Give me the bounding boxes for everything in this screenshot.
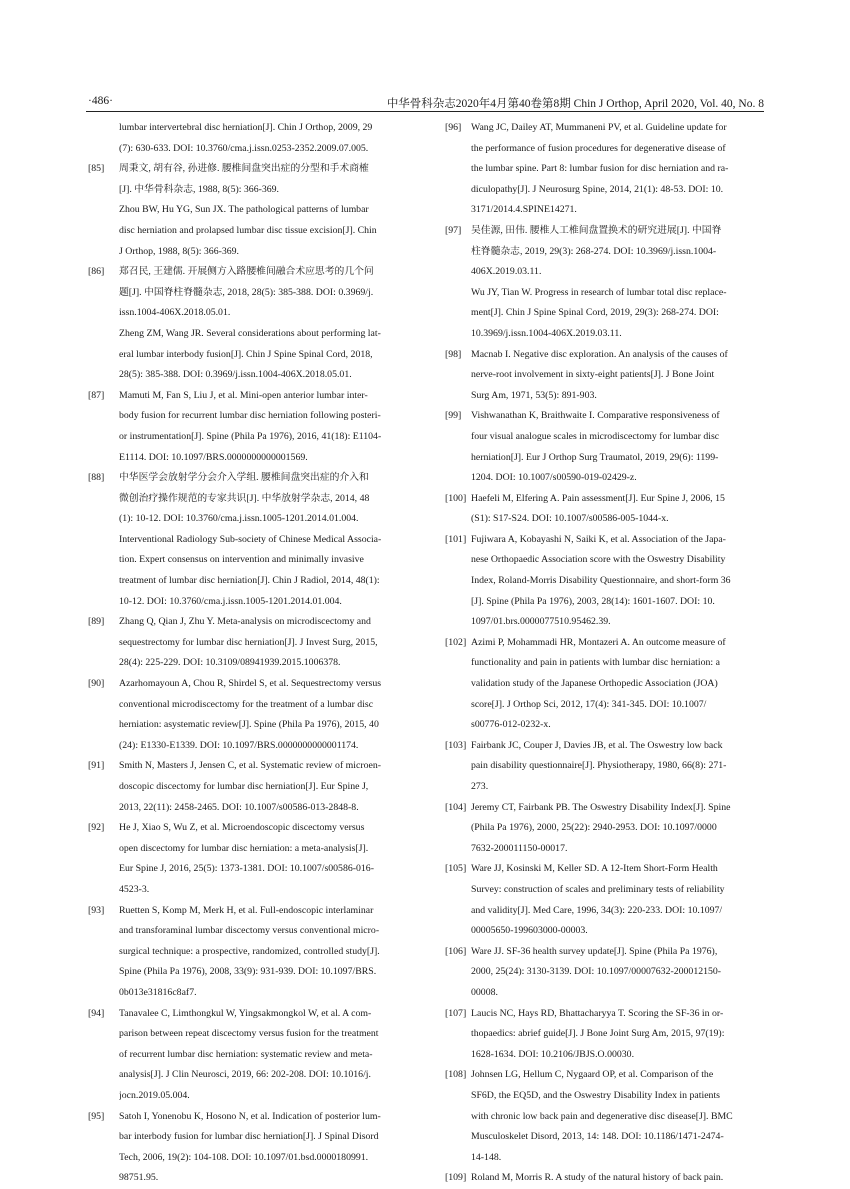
- reference-line: nerve-root involvement in sixty-eight patients[J]. J Bone Joint: [471, 369, 715, 381]
- reference-line: 0b013e31816c8af7.: [119, 986, 197, 998]
- reference-line: thopaedics: abrief guide[J]. J Bone Joint Surg Am, 2015, 97(19):: [471, 1028, 725, 1040]
- reference-line: Tech, 2006, 19(2): 104-108. DOI: 10.1097/01.bsd.0000180991.: [119, 1151, 369, 1163]
- reference-entry: [445, 633, 763, 736]
- reference-number: [109]: [445, 1172, 467, 1184]
- reference-line: disc herniation and prolapsed lumbar disc tissue excision[J]. Chin: [119, 224, 377, 236]
- reference-line: Roland M, Morris R. A study of the natural history of back pain.: [471, 1172, 724, 1184]
- reference-line: conventional microdiscectomy for the treatment of a lumbar disc: [119, 698, 374, 710]
- reference-line: Interventional Radiology Sub-society of Chinese Medical Associa-: [119, 533, 382, 545]
- reference-line: Wu JY, Tian W. Progress in research of lumbar total disc replace-: [471, 286, 727, 298]
- reference-line: Haefeli M, Elfering A. Pain assessment[J]. Eur Spine J, 2006, 15: [471, 492, 725, 504]
- reference-number: [86]: [88, 266, 105, 278]
- reference-entry: [445, 221, 763, 345]
- reference-line: J Orthop, 1988, 8(5): 366-369.: [119, 245, 240, 257]
- reference-entry: [88, 756, 418, 818]
- reference-entry: [445, 118, 763, 221]
- reference-line: Mamuti M, Fan S, Liu J, et al. Mini-open anterior lumbar inter-: [119, 389, 368, 401]
- reference-line: Spine (Phila Pa 1976), 2008, 33(9): 931-939. DOI: 10.1097/BRS.: [119, 966, 377, 978]
- reference-line: 中华医学会放射学分会介入学组. 腰椎间盘突出症的介入和: [119, 472, 369, 484]
- reference-line: Macnab I. Negative disc exploration. An analysis of the causes of: [471, 348, 728, 360]
- reference-line: doscopic discectomy for lumbar disc herniation[J]. Eur Spine J,: [119, 781, 369, 792]
- reference-line: 吴佳源, 田伟. 腰椎人工椎间盘置换术的研究进展[J]. 中国脊: [471, 224, 722, 236]
- reference-line: Zhou BW, Hu YG, Sun JX. The pathological patterns of lumbar: [119, 204, 369, 216]
- reference-line: 1204. DOI: 10.1007/s00590-019-02429-z.: [471, 472, 637, 484]
- reference-entry: [88, 612, 418, 674]
- reference-line: 00008.: [471, 986, 498, 998]
- reference-entry: [445, 1004, 763, 1066]
- reference-number: [97]: [445, 224, 462, 236]
- reference-line: tion. Expert consensus on intervention and minimally invasive: [119, 554, 364, 566]
- reference-number: [107]: [445, 1007, 467, 1019]
- reference-line: (24): E1330-E1339. DOI: 10.1097/BRS.0000000000001174.: [119, 739, 359, 751]
- reference-line: jocn.2019.05.004.: [119, 1089, 190, 1101]
- reference-line: Eur Spine J, 2016, 25(5): 1373-1381. DOI: 10.1007/s00586-016-: [119, 863, 374, 875]
- reference-line: treatment of lumbar disc herniation[J]. Chin J Radiol, 2014, 48(1):: [119, 575, 380, 587]
- reference-line: the performance of fusion procedures for degenerative disease of: [471, 142, 726, 154]
- reference-line: 2013, 22(11): 2458-2465. DOI: 10.1007/s00586-013-2848-8.: [119, 801, 359, 813]
- reference-number: [104]: [445, 801, 467, 813]
- reference-line: 406X.2019.03.11.: [471, 266, 542, 278]
- reference-line: Ware JJ. SF-36 health survey update[J]. Spine (Phila Pa 1976),: [471, 945, 718, 957]
- reference-line: 10.3969/j.issn.1004-406X.2019.03.11.: [471, 327, 622, 339]
- reference-line: ment[J]. Chin J Spine Spinal Cord, 2019, 29(3): 268-274. DOI:: [471, 307, 719, 319]
- reference-number: [108]: [445, 1069, 467, 1081]
- reference-number: [95]: [88, 1110, 105, 1122]
- reference-line: Wang JC, Dailey AT, Mummaneni PV, et al. Guideline update for: [471, 122, 727, 133]
- reference-entry: [88, 386, 418, 468]
- reference-entry: [88, 118, 418, 159]
- reference-line: 00005650-199603000-00003.: [471, 925, 588, 937]
- reference-line: four visual analogue scales in microdiscectomy for lumbar disc: [471, 430, 720, 442]
- reference-line: Tanavalee C, Limthongkul W, Yingsakmongkol W, et al. A com-: [119, 1007, 372, 1019]
- reference-number: [99]: [445, 410, 462, 422]
- reference-line: 273.: [471, 781, 489, 792]
- reference-entry: [445, 736, 763, 798]
- reference-number: [98]: [445, 348, 462, 360]
- reference-number: [103]: [445, 739, 467, 751]
- reference-line: open discectomy for lumbar disc herniation: a meta-analysis[J].: [119, 842, 369, 854]
- reference-number: [102]: [445, 636, 467, 648]
- reference-line: Zheng ZM, Wang JR. Several considerations about performing lat-: [119, 327, 381, 339]
- reference-line: surgical technique: a prospective, randomized, controlled study[J].: [119, 945, 380, 957]
- reference-entry: [445, 530, 763, 633]
- reference-line: Smith N, Masters J, Jensen C, et al. Systematic review of microen-: [119, 760, 382, 772]
- reference-line: 4523-3.: [119, 883, 150, 895]
- reference-line: 10-12. DOI: 10.3760/cma.j.issn.1005-1201.2014.01.004.: [119, 595, 342, 607]
- reference-line: or instrumentation[J]. Spine (Phila Pa 1976), 2016, 41(18): E1104-: [119, 430, 382, 442]
- reference-line: lumbar intervertebral disc herniation[J]. Chin J Orthop, 2009, 29: [119, 122, 373, 133]
- reference-number: [105]: [445, 863, 467, 875]
- reference-line: score[J]. J Orthop Sci, 2012, 17(4): 341-345. DOI: 10.1007/: [471, 698, 707, 710]
- reference-line: 3171/2014.4.SPINE14271.: [471, 204, 577, 216]
- reference-line: Survey: construction of scales and preliminary tests of reliability: [471, 883, 725, 895]
- reference-line: 28(5): 385-388. DOI: 0.3969/j.issn.1004-406X.2018.05.01.: [119, 369, 352, 381]
- header-rule: [86, 111, 764, 112]
- reference-number: [100]: [445, 492, 467, 504]
- reference-entry: [445, 942, 763, 1004]
- reference-entry: [88, 901, 418, 1004]
- reference-line: herniation: asystematic review[J]. Spine (Phila Pa 1976), 2015, 40: [119, 719, 379, 731]
- reference-entry: [88, 468, 418, 612]
- reference-line: Fairbank JC, Couper J, Davies JB, et al. The Oswestry low back: [471, 739, 723, 751]
- reference-line: and transforaminal lumbar discectomy versus conventional micro-: [119, 925, 380, 937]
- reference-line: 2000, 25(24): 3130-3139. DOI: 10.1097/00007632-200012150-: [471, 966, 722, 978]
- reference-line: parison between repeat discectomy versus fusion for the treatment: [119, 1028, 379, 1040]
- reference-line: s00776-012-0232-x.: [471, 719, 551, 731]
- reference-line: pain disability questionnaire[J]. Physiotherapy, 1980, 66(8): 271-: [471, 760, 727, 772]
- reference-line: Jeremy CT, Fairbank PB. The Oswestry Disability Index[J]. Spine: [471, 801, 731, 813]
- reference-line: validation study of the Japanese Orthopedic Association (JOA): [471, 678, 718, 690]
- reference-line: Surg Am, 1971, 53(5): 891-903.: [471, 389, 597, 401]
- reference-entry: [445, 859, 763, 941]
- reference-line: 98751.95.: [119, 1172, 159, 1184]
- journal-header: 中华骨科杂志2020年4月第40卷第8期 Chin J Orthop, April 2020, Vol. 40, No. 8: [386, 98, 764, 110]
- reference-line: [J]. Spine (Phila Pa 1976), 2003, 28(14): 1601-1607. DOI: 10.: [471, 595, 715, 607]
- reference-line: Index, Roland-Morris Disability Questionnaire, and short-form 36: [471, 575, 731, 587]
- reference-line: Azarhomayoun A, Chou R, Shirdel S, et al. Sequestrectomy versus: [119, 678, 382, 690]
- reference-number: [85]: [88, 163, 105, 175]
- reference-line: analysis[J]. J Clin Neurosci, 2019, 66: 202-208. DOI: 10.1016/j.: [119, 1069, 371, 1081]
- reference-line: body fusion for recurrent lumbar disc herniation following posteri-: [119, 410, 381, 422]
- reference-line: diculopathy[J]. J Neurosurg Spine, 2014, 21(1): 48-53. DOI: 10.: [471, 183, 724, 195]
- reference-line: 14-148.: [471, 1151, 502, 1163]
- left-column: [88, 118, 418, 1189]
- reference-line: 1097/01.brs.0000077510.95462.39.: [471, 616, 611, 628]
- reference-line: 1628-1634. DOI: 10.2106/JBJS.O.00030.: [471, 1048, 635, 1060]
- reference-line: Laucis NC, Hays RD, Bhattacharyya T. Scoring the SF-36 in or-: [471, 1007, 724, 1019]
- reference-line: with chronic low back pain and degenerative disc disease[J]. BMC: [471, 1110, 733, 1122]
- reference-entry: [445, 1065, 763, 1168]
- reference-number: [101]: [445, 533, 467, 545]
- reference-number: [89]: [88, 616, 105, 628]
- reference-line: Ruetten S, Komp M, Merk H, et al. Full-endoscopic interlaminar: [119, 904, 374, 916]
- reference-line: 柱脊髓杂志, 2019, 29(3): 268-274. DOI: 10.3969/j.issn.1004-: [471, 245, 717, 257]
- reference-line: SF6D, the EQ5D, and the Oswestry Disability Index in patients: [471, 1089, 720, 1101]
- reference-line: He J, Xiao S, Wu Z, et al. Microendoscopic discectomy versus: [119, 822, 365, 834]
- reference-line: 7632-200011150-00017.: [471, 842, 568, 854]
- reference-entry: [88, 1004, 418, 1107]
- reference-line: 题[J]. 中国脊柱脊髓杂志, 2018, 28(5): 385-388. DOI: 0.3969/j.: [119, 286, 374, 298]
- reference-line: eral lumbar interbody fusion[J]. Chin J Spine Spinal Cord, 2018,: [119, 348, 373, 360]
- reference-line: Ware JJ, Kosinski M, Keller SD. A 12-Item Short-Form Health: [471, 863, 718, 875]
- reference-line: herniation[J]. Eur J Orthop Surg Traumatol, 2019, 29(6): 1199-: [471, 451, 719, 463]
- reference-number: [88]: [88, 472, 105, 484]
- reference-line: (1): 10-12. DOI: 10.3760/cma.j.issn.1005-1201.2014.01.004.: [119, 513, 359, 525]
- reference-number: [91]: [88, 760, 105, 772]
- reference-line: 28(4): 225-229. DOI: 10.3109/08941939.2015.1006378.: [119, 657, 341, 669]
- reference-number: [94]: [88, 1007, 105, 1019]
- reference-line: Azimi P, Mohammadi HR, Montazeri A. An outcome measure of: [471, 636, 726, 648]
- reference-number: [96]: [445, 122, 462, 133]
- reference-entry: [88, 818, 418, 900]
- page-number: ·486·: [88, 95, 113, 107]
- reference-number: [87]: [88, 389, 105, 401]
- reference-entry: [88, 159, 418, 262]
- reference-line: E1114. DOI: 10.1097/BRS.0000000000001569.: [119, 451, 308, 463]
- reference-line: nese Orthopaedic Association score with the Oswestry Disability: [471, 554, 726, 566]
- reference-entry: [88, 1107, 418, 1189]
- reference-line: and validity[J]. Med Care, 1996, 34(3): 220-233. DOI: 10.1097/: [471, 904, 723, 916]
- reference-line: the lumbar spine. Part 8: lumbar fusion for disc herniation and ra-: [471, 163, 729, 175]
- reference-entry: [88, 262, 418, 386]
- reference-number: [106]: [445, 945, 467, 957]
- reference-line: 微创治疗操作规范的专家共识[J]. 中华放射学杂志, 2014, 48: [119, 492, 370, 504]
- reference-line: [J]. 中华骨科杂志, 1988, 8(5): 366-369.: [119, 183, 280, 195]
- reference-number: [92]: [88, 822, 105, 834]
- reference-entry: [445, 798, 763, 860]
- reference-number: [90]: [88, 678, 105, 690]
- reference-line: (Phila Pa 1976), 2000, 25(22): 2940-2953. DOI: 10.1097/0000: [471, 822, 717, 834]
- reference-line: Fujiwara A, Kobayashi N, Saiki K, et al. Association of the Japa-: [471, 533, 726, 545]
- reference-line: Satoh I, Yonenobu K, Hosono N, et al. Indication of posterior lum-: [119, 1110, 381, 1122]
- reference-line: (S1): S17-S24. DOI: 10.1007/s00586-005-1044-x.: [471, 513, 669, 525]
- reference-line: 周秉文, 胡有谷, 孙进修. 腰椎间盘突出症的分型和手术商榷: [119, 163, 369, 175]
- reference-line: sequestrectomy for lumbar disc herniation[J]. J Invest Surg, 2015,: [119, 636, 378, 648]
- reference-entry: [445, 489, 763, 530]
- reference-line: Johnsen LG, Hellum C, Nygaard OP, et al. Comparison of the: [471, 1069, 714, 1081]
- reference-line: 郑召民, 王建儒. 开展侧方入路腰椎间融合术应思考的几个问: [119, 266, 374, 278]
- reference-entry: [445, 1168, 763, 1189]
- reference-entry: [88, 674, 418, 756]
- reference-line: bar interbody fusion for lumbar disc herniation[J]. J Spinal Disord: [119, 1131, 379, 1143]
- reference-line: Zhang Q, Qian J, Zhu Y. Meta-analysis on microdiscectomy and: [119, 616, 371, 628]
- reference-line: Vishwanathan K, Braithwaite I. Comparative responsiveness of: [471, 410, 720, 422]
- right-column: [445, 118, 763, 1189]
- reference-number: [93]: [88, 904, 105, 916]
- reference-line: of recurrent lumbar disc herniation: systematic review and meta-: [119, 1048, 373, 1060]
- reference-line: Musculoskelet Disord, 2013, 14: 148. DOI: 10.1186/1471-2474-: [471, 1131, 724, 1143]
- reference-entry: [445, 406, 763, 488]
- reference-line: issn.1004-406X.2018.05.01.: [119, 307, 231, 319]
- reference-line: functionality and pain in patients with lumbar disc herniation: a: [471, 657, 720, 669]
- reference-entry: [445, 345, 763, 407]
- reference-line: (7): 630-633. DOI: 10.3760/cma.j.issn.0253-2352.2009.07.005.: [119, 142, 369, 154]
